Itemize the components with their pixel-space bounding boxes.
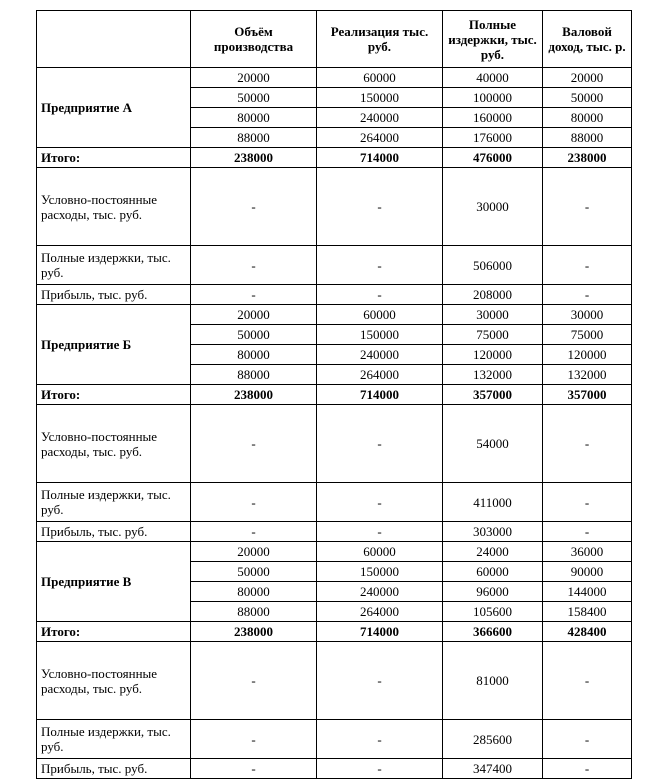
fixed-costs-row	[37, 642, 632, 720]
cell-full-costs: 208000	[443, 285, 543, 305]
full-costs-label: Полные издержки, тыс. руб.	[37, 246, 191, 285]
table-row	[37, 305, 632, 325]
cell-sales: 264000	[317, 602, 443, 622]
cell-volume: 50000	[191, 562, 317, 582]
enterprise-name: Предприятие Б	[37, 305, 191, 385]
profit-row	[37, 522, 632, 542]
cell-volume: -	[191, 483, 317, 522]
cell-sales: 240000	[317, 345, 443, 365]
cell-gross-income: 428400	[543, 622, 632, 642]
cell-full-costs: 24000	[443, 542, 543, 562]
cell-gross-income: -	[543, 759, 632, 779]
table-body	[37, 68, 632, 779]
profit-label: Прибыль, тыс. руб.	[37, 285, 191, 305]
cell-full-costs: 120000	[443, 345, 543, 365]
cell-full-costs: 303000	[443, 522, 543, 542]
cell-gross-income: 88000	[543, 128, 632, 148]
total-label: Итого:	[37, 148, 191, 168]
full-costs-row	[37, 483, 632, 522]
cell-sales: -	[317, 285, 443, 305]
header-blank	[37, 11, 191, 68]
cell-full-costs: 30000	[443, 305, 543, 325]
cell-sales: 264000	[317, 365, 443, 385]
table-row	[37, 542, 632, 562]
cell-full-costs: 160000	[443, 108, 543, 128]
cell-volume: -	[191, 246, 317, 285]
profit-row	[37, 759, 632, 779]
total-label: Итого:	[37, 622, 191, 642]
full-costs-label: Полные издержки, тыс. руб.	[37, 720, 191, 759]
cell-full-costs: 411000	[443, 483, 543, 522]
cell-gross-income: 144000	[543, 582, 632, 602]
enterprise-comparison-table	[36, 10, 632, 779]
cell-full-costs: 366600	[443, 622, 543, 642]
profit-label: Прибыль, тыс. руб.	[37, 759, 191, 779]
cell-gross-income: 238000	[543, 148, 632, 168]
cell-gross-income: 36000	[543, 542, 632, 562]
cell-sales: 60000	[317, 305, 443, 325]
cell-gross-income: -	[543, 405, 632, 483]
cell-full-costs: 285600	[443, 720, 543, 759]
fixed-costs-row	[37, 168, 632, 246]
cell-sales: -	[317, 405, 443, 483]
cell-sales: 714000	[317, 385, 443, 405]
header-full-costs: Полные издержки, тыс. руб.	[443, 11, 543, 68]
full-costs-label: Полные издержки, тыс. руб.	[37, 483, 191, 522]
cell-full-costs: 81000	[443, 642, 543, 720]
cell-full-costs: 476000	[443, 148, 543, 168]
total-row	[37, 622, 632, 642]
cell-gross-income: -	[543, 168, 632, 246]
cell-volume: 20000	[191, 542, 317, 562]
cell-volume: -	[191, 168, 317, 246]
cell-full-costs: 347400	[443, 759, 543, 779]
full-costs-row	[37, 246, 632, 285]
fixed-costs-label: Условно-постоянные расходы, тыс. руб.	[37, 405, 191, 483]
cell-gross-income: -	[543, 285, 632, 305]
cell-sales: 264000	[317, 128, 443, 148]
profit-row	[37, 285, 632, 305]
cell-full-costs: 30000	[443, 168, 543, 246]
cell-sales: 714000	[317, 622, 443, 642]
cell-volume: -	[191, 642, 317, 720]
cell-volume: 88000	[191, 602, 317, 622]
cell-volume: -	[191, 522, 317, 542]
cell-full-costs: 96000	[443, 582, 543, 602]
cell-gross-income: 30000	[543, 305, 632, 325]
header-gross-income: Валовой доход, тыс. р.	[543, 11, 632, 68]
cell-volume: 20000	[191, 305, 317, 325]
cell-gross-income: 80000	[543, 108, 632, 128]
enterprise-name: Предприятие В	[37, 542, 191, 622]
cell-volume: 88000	[191, 365, 317, 385]
fixed-costs-label: Условно-постоянные расходы, тыс. руб.	[37, 168, 191, 246]
cell-gross-income: -	[543, 720, 632, 759]
cell-gross-income: 158400	[543, 602, 632, 622]
cell-full-costs: 40000	[443, 68, 543, 88]
cell-gross-income: 357000	[543, 385, 632, 405]
cell-sales: 240000	[317, 582, 443, 602]
total-label: Итого:	[37, 385, 191, 405]
cell-sales: 150000	[317, 325, 443, 345]
cell-gross-income: 120000	[543, 345, 632, 365]
cell-sales: 60000	[317, 68, 443, 88]
cell-gross-income: 90000	[543, 562, 632, 582]
cell-gross-income: -	[543, 522, 632, 542]
cell-volume: 238000	[191, 622, 317, 642]
cell-volume: 80000	[191, 582, 317, 602]
cell-gross-income: 20000	[543, 68, 632, 88]
cell-sales: 714000	[317, 148, 443, 168]
cell-volume: 238000	[191, 148, 317, 168]
cell-sales: 150000	[317, 562, 443, 582]
cell-full-costs: 60000	[443, 562, 543, 582]
cell-full-costs: 176000	[443, 128, 543, 148]
fixed-costs-row	[37, 405, 632, 483]
cell-full-costs: 506000	[443, 246, 543, 285]
total-row	[37, 148, 632, 168]
cell-volume: -	[191, 759, 317, 779]
cell-full-costs: 132000	[443, 365, 543, 385]
cell-sales: 60000	[317, 542, 443, 562]
cell-volume: 88000	[191, 128, 317, 148]
total-row	[37, 385, 632, 405]
cell-full-costs: 105600	[443, 602, 543, 622]
cell-gross-income: -	[543, 246, 632, 285]
cell-sales: 240000	[317, 108, 443, 128]
table-row	[37, 68, 632, 88]
cell-volume: 50000	[191, 325, 317, 345]
cell-gross-income: 132000	[543, 365, 632, 385]
cell-volume: 20000	[191, 68, 317, 88]
cell-sales: 150000	[317, 88, 443, 108]
cell-sales: -	[317, 483, 443, 522]
cell-volume: -	[191, 720, 317, 759]
header-row	[37, 11, 632, 68]
cell-gross-income: -	[543, 483, 632, 522]
cell-sales: -	[317, 642, 443, 720]
full-costs-row	[37, 720, 632, 759]
cell-sales: -	[317, 759, 443, 779]
cell-volume: 80000	[191, 108, 317, 128]
cell-sales: -	[317, 522, 443, 542]
cell-volume: -	[191, 285, 317, 305]
cell-gross-income: 75000	[543, 325, 632, 345]
header-volume: Объём производства	[191, 11, 317, 68]
cell-full-costs: 54000	[443, 405, 543, 483]
fixed-costs-label: Условно-постоянные расходы, тыс. руб.	[37, 642, 191, 720]
cell-full-costs: 100000	[443, 88, 543, 108]
profit-label: Прибыль, тыс. руб.	[37, 522, 191, 542]
cell-gross-income: 50000	[543, 88, 632, 108]
cell-full-costs: 357000	[443, 385, 543, 405]
cell-volume: 238000	[191, 385, 317, 405]
cell-volume: 80000	[191, 345, 317, 365]
enterprise-name: Предприятие А	[37, 68, 191, 148]
header-sales: Реализация тыс. руб.	[317, 11, 443, 68]
cell-sales: -	[317, 720, 443, 759]
cell-volume: -	[191, 405, 317, 483]
cell-sales: -	[317, 246, 443, 285]
cell-full-costs: 75000	[443, 325, 543, 345]
cell-volume: 50000	[191, 88, 317, 108]
cell-gross-income: -	[543, 642, 632, 720]
cell-sales: -	[317, 168, 443, 246]
